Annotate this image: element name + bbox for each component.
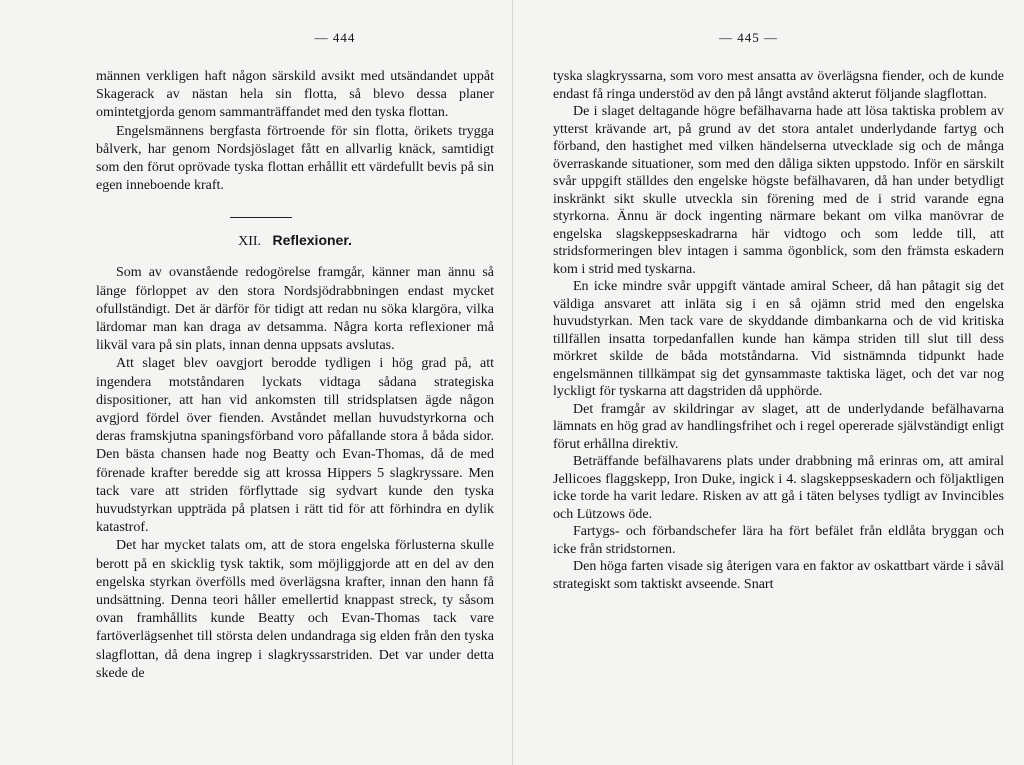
paragraph: Som av ovanstående redogörelse framgår, känner man ännu så länge förloppet av den stora Nordsjödrabbningen endast mycket ofullständigt. Det är därför för tidigt att redan nu söka klargöra, vilka lärdomar man kan draga av detsamma. Några korta reflexioner må likväl vara på sin plats, innan denna uppsats avslutas. <box>96 265 494 354</box>
paragraph: tyska slagkryssarna, som voro mest ansatta av överlägsna fiender, och de kunde endast få ringa understöd av den på långt avstånd akterut följande slagflottan. <box>553 69 1004 102</box>
paragraph: Beträffande befälhavarens plats under drabbning må erinras om, att amiral Jellicoes flaggskepp, Iron Duke, ingick i 4. slagskeppseskadern och följaktligen icke torde ha varit ledare. Risken av att gå i täten belyses tydligt av Invincibles och Lützows öde. <box>553 454 1004 522</box>
section-divider <box>230 217 292 218</box>
page-number: — 445 — <box>719 30 778 45</box>
chapter-number: XII. <box>238 234 262 250</box>
paragraph: Det framgår av skildringar av slaget, att de underlydande befälhavarna lämnats en hög grad av handlingsfrihet och i regel opererade självständigt enligt förut erhållna direktiv. <box>553 401 1004 452</box>
right-page <box>512 0 1024 765</box>
chapter-title: Reflexioner. <box>272 232 352 249</box>
page-number: — 444 <box>314 30 356 45</box>
paragraph: Fartygs- och förbandschefer lära ha fört befälet från eldlåta bryggan och icke från stridstornen. <box>553 524 1004 557</box>
paragraph: Det har mycket talats om, att de stora engelska förlusterna skulle berott på en skicklig tysk taktik, som möjliggjorde att en del av den engelska styrkan överfölls med överlägsna krafter, innan den hann få undsättning. Denna teori håller emellertid knappast streck, ty såsom ovan framhållits kunde Beatty och Evan-Thomas tack vare fartöverlägsenhet till största delen undandraga sig elden från den tyska slagflottan, då dena ingrep i slagkryssarstriden. Det var under detta skede de <box>96 538 494 681</box>
paragraph: De i slaget deltagande högre befälhavarna hade att lösa taktiska problem av ytterst krävande art, på grund av det stora antalet underlydande fartyg och förband, den hastighet med vilken händelserna utvecklade sig och de många överraskande situationer, som med den dåliga sikten uppstodo. Inför en särskilt svår uppgift ställdes den engelske högste befälhavaren, då han under betydligt inskränkt sikt skulle utveckla sin förening med de i strid varande egna styrkorna. Ännu är dock ingenting närmare bekant om vilka manövrar de engelska slagskeppseskadrarna här vidtogo och som ledde till, att stridsformeringen blev intagen i samma ögonblick, som den främsta eskadern kom i strid med tyskarna. <box>553 104 1004 277</box>
paragraph: Engelsmännens bergfasta förtroende för sin flotta, örikets trygga bålverk, har genom Nordsjöslaget fått en allvarlig knäck, samtidigt som den förut oprövade tyska flottan erhållit ett värdefullt bevis på sin egen inneboende kraft. <box>96 123 494 194</box>
paragraph: Att slaget blev oavgjort berodde tydligen i hög grad på, att ingendera motståndaren lyckats vidtaga sådana strategiska dispositioner, att han vid ankomsten till stridsplatsen ägde någon avgjord fördel över fienden. Avståndet mellan huvudstyrkorna och deras framskjutna spaningsförband voro påfallande stora å båda sidor. Den bästa chansen hade nog Beatty och Evan-Thomas, då de med förenade krafter beredde sig att krossa Hippers 5 slagkryssare. Men tack vare att striden förflyttade sig sydvart kunde den tyska huvudstyrkan uppträda på platsen i rätt tid för att förhindra en dylik katastrof. <box>96 356 494 536</box>
paragraph: männen verkligen haft någon särskild avsikt med utsändandet uppåt Skagerack av nästan hela sin flotta, så blevo dessa planer omintetgjorda genom sammanträffandet med den tyska flottan. <box>96 69 494 121</box>
chapter-heading <box>96 232 494 250</box>
paragraph: En icke mindre svår uppgift väntade amiral Scheer, då han påtagit sig det väldiga ansvaret att inläta sig i en så ojämn strid med den engelska huvudstyrkan. Men tack vare de skyddande dimbankarna och de vid kritiska tillfällen insatta torpedanfallen kunde han kämpa striden till slut till dess mörkret skilde de båda motståndarna. Vid sistnämnda tidpunkt hade engelsmännen tillkämpat sig det gynsammaste taktiska läget, och det var nog lyckligt för tyskarna att dagstriden då upphörde. <box>553 279 1004 399</box>
paragraph: Den höga farten visade sig återigen vara en faktor av oskattbart värde i såväl strategiskt som taktiskt avseende. Snart <box>553 559 1004 592</box>
